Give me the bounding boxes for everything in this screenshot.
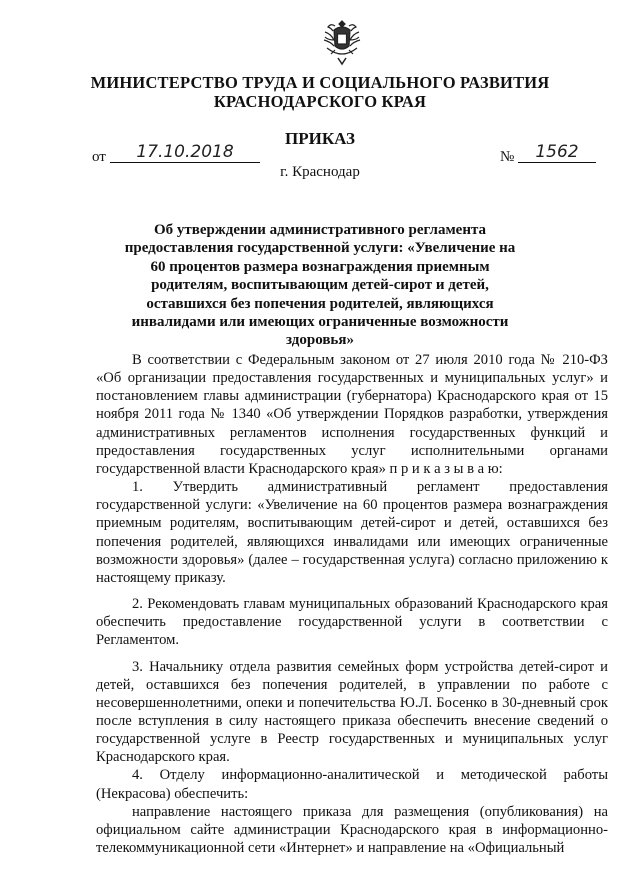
paragraph-item-4: 4. Отделу информационно-аналитической и методической работы (Некрасова) обеспечить:	[96, 767, 608, 802]
number-label: №	[500, 149, 515, 165]
date-label: от	[92, 149, 106, 165]
document-body	[96, 351, 608, 857]
ministry-name-line1: МИНИСТЕРСТВО ТРУДА И СОЦИАЛЬНОГО РАЗВИТИЯ	[90, 73, 550, 92]
paragraph-item-1: 1. Утвердить административный регламент предоставления государственной услуги: «Увеличение на 60 процентов размера вознаграждения приемным родителям, воспитывающим детей-сирот и детей, оставшихся без попечения родителей, являющихся инвалидами или имеющих ограниченные возможности здоровья» (далее – государственная услуга) согласно приложению к настоящему приказу.	[96, 479, 608, 586]
city: г. Краснодар	[280, 164, 360, 180]
paragraph-item-3: 3. Начальнику отдела развития семейных форм устройства детей-сирот и детей, оставшихся без попечения родителей, в управлении по работе с несовершеннолетними, опеки и попечительства Ю.Л. Босенко в 30-дневный срок после вступления в силу настоящего приказа обеспечить внесение сведений о государственной услуге в Реестр государственных и муниципальных услуг Краснодарского края.	[96, 658, 608, 766]
paragraph-item-4-sub: направление настоящего приказа для размещения (опубликования) на официальном сайте администрации Краснодарского края в информационно-телекоммуникационной сети «Интернет» и направление на «Официальный	[96, 803, 608, 857]
paragraph-item-2: 2. Рекомендовать главам муниципальных образований Краснодарского края обеспечить предоставление государственной услуги в соответствии с Регламентом.	[96, 596, 608, 649]
document-title: Об утверждении административного регламента предоставления государственной услуги: «Увеличение на 60 процентов размера вознаграждения приемным родителям, воспитывающим детей-сирот и детей, оставшихся без попечения родителей, являющихся инвалидами или имеющих ограниченные возможности здоровья»	[124, 222, 516, 349]
date-value: 17.10.2018	[110, 143, 260, 163]
document-type: ПРИКАЗ	[285, 129, 355, 148]
paragraph-preamble: В соответствии с Федеральным законом от 27 июля 2010 года № 210-ФЗ «Об организации предоставления государственных и муниципальных услуг» и постановлением главы администрации (губернатора) Краснодарского края от 15 ноября 2011 года № 1340 «Об утверждении Порядков разработки, утверждения административных регламентов исполнения государственных функций и предоставления государственных услуг исполнительными органами государственной власти Краснодарского края» п р и к а з ы в а ю:	[96, 352, 608, 477]
number-value: 1562	[518, 143, 596, 163]
coat-of-arms-icon	[321, 18, 363, 66]
ministry-name-line2: КРАСНОДАРСКОГО КРАЯ	[213, 92, 427, 111]
